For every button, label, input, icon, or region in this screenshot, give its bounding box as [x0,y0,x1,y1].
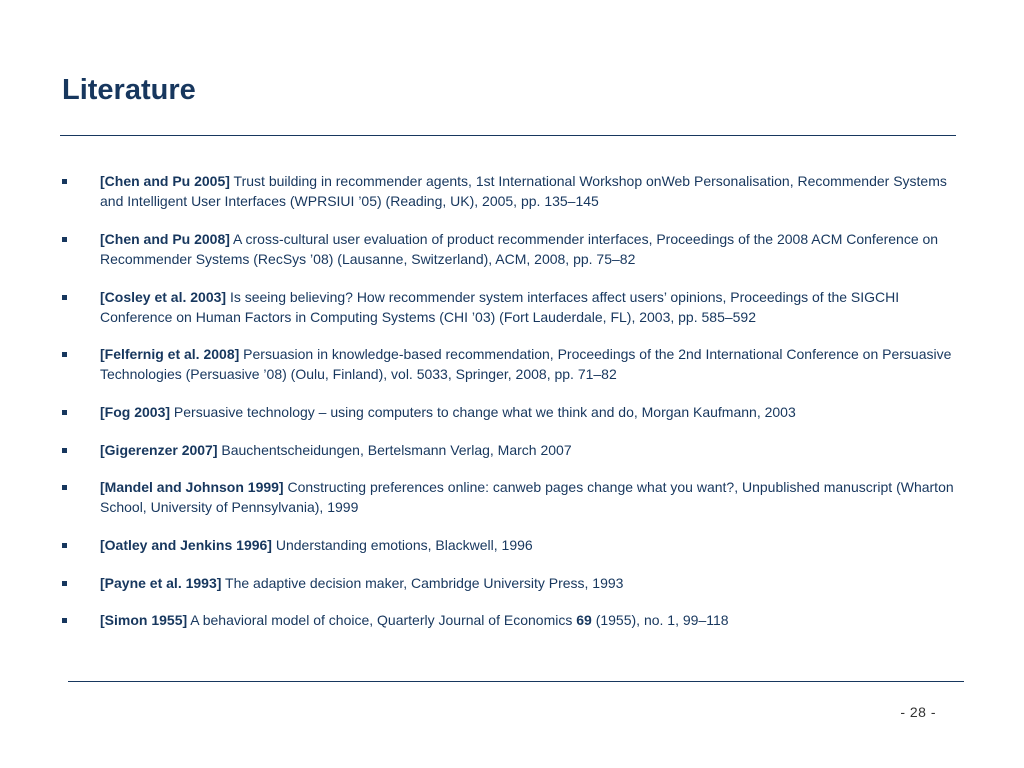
square-bullet-icon [62,485,67,490]
reference-text-after: (1955), no. 1, 99–118 [591,612,729,629]
reference-item [60,610,955,630]
reference-key: [Simon 1955] [100,612,188,629]
reference-text: Persuasive technology – using computers to change what we think and do, Morgan Kaufmann, 2003 [170,404,796,421]
reference-key: [Cosley et al. 2003] [100,288,227,305]
reference-text: Persuasion in knowledge-based recommendation, Proceedings of the 2nd International Conference on Persuasive Technologies (Persuasive ’08) (Oulu, Finland), vol. 5033, Springer, 2008, pp. 71–82 [100,346,952,383]
reference-item [60,573,955,593]
reference-item [60,229,955,269]
reference-item [60,440,955,460]
square-bullet-icon [62,410,67,415]
reference-text: Constructing preferences online: canweb pages change what you want?, Unpublished manuscript (Wharton School, University of Pennsylvania), 1999 [100,479,954,516]
reference-key: [Felfernig et al. 2008] [100,346,240,363]
reference-item [60,477,955,517]
reference-text: Trust building in recommender agents, 1st International Workshop onWeb Personalisation, Recommender Systems and Intelligent User Interfaces (WPRSIUI ’05) (Reading, UK), 2005, pp. 135–145 [100,173,947,209]
reference-volume: 69 [576,612,592,629]
reference-key: [Oatley and Jenkins 1996] [100,537,272,554]
reference-key: [Fog 2003] [100,404,171,421]
reference-item [60,344,955,384]
reference-text: The adaptive decision maker, Cambridge University Press, 1993 [221,574,624,591]
reference-key: [Mandel and Johnson 1999] [100,479,284,496]
slide-title: Literature [62,74,196,106]
square-bullet-icon [62,352,67,357]
page-number: - 28 - [900,704,936,720]
square-bullet-icon [62,237,67,242]
reference-list [60,171,955,648]
square-bullet-icon [62,618,67,623]
reference-key: [Chen and Pu 2005] [100,173,230,189]
reference-item [60,535,955,555]
reference-item [60,402,955,422]
reference-key: [Payne et al. 1993] [100,574,222,591]
reference-item [60,287,955,327]
reference-key: [Gigerenzer 2007] [100,441,218,458]
footer-divider [68,681,964,682]
square-bullet-icon [62,543,67,548]
reference-item [60,171,955,211]
reference-text: Bauchentscheidungen, Bertelsmann Verlag, March 2007 [217,441,572,458]
reference-key: [Chen and Pu 2008] [100,230,230,247]
square-bullet-icon [62,295,67,300]
reference-text: Is seeing believing? How recommender system interfaces affect users’ opinions, Proceedings of the SIGCHI Conference on Human Factors in Computing Systems (CHI ’03) (Fort Lauderdale, FL), 2003, pp. 585–592 [100,288,900,325]
reference-text: A cross-cultural user evaluation of product recommender interfaces, Proceedings of the 2008 ACM Conference on Recommender Systems (RecSys ’08) (Lausanne, Switzerland), ACM, 2008, pp. 75–82 [100,230,939,267]
square-bullet-icon [62,179,67,184]
square-bullet-icon [62,448,67,453]
reference-text: A behavioral model of choice, Quarterly Journal of Economics [187,612,577,629]
title-divider [60,135,956,136]
reference-text: Understanding emotions, Blackwell, 1996 [271,537,533,554]
square-bullet-icon [62,581,67,586]
